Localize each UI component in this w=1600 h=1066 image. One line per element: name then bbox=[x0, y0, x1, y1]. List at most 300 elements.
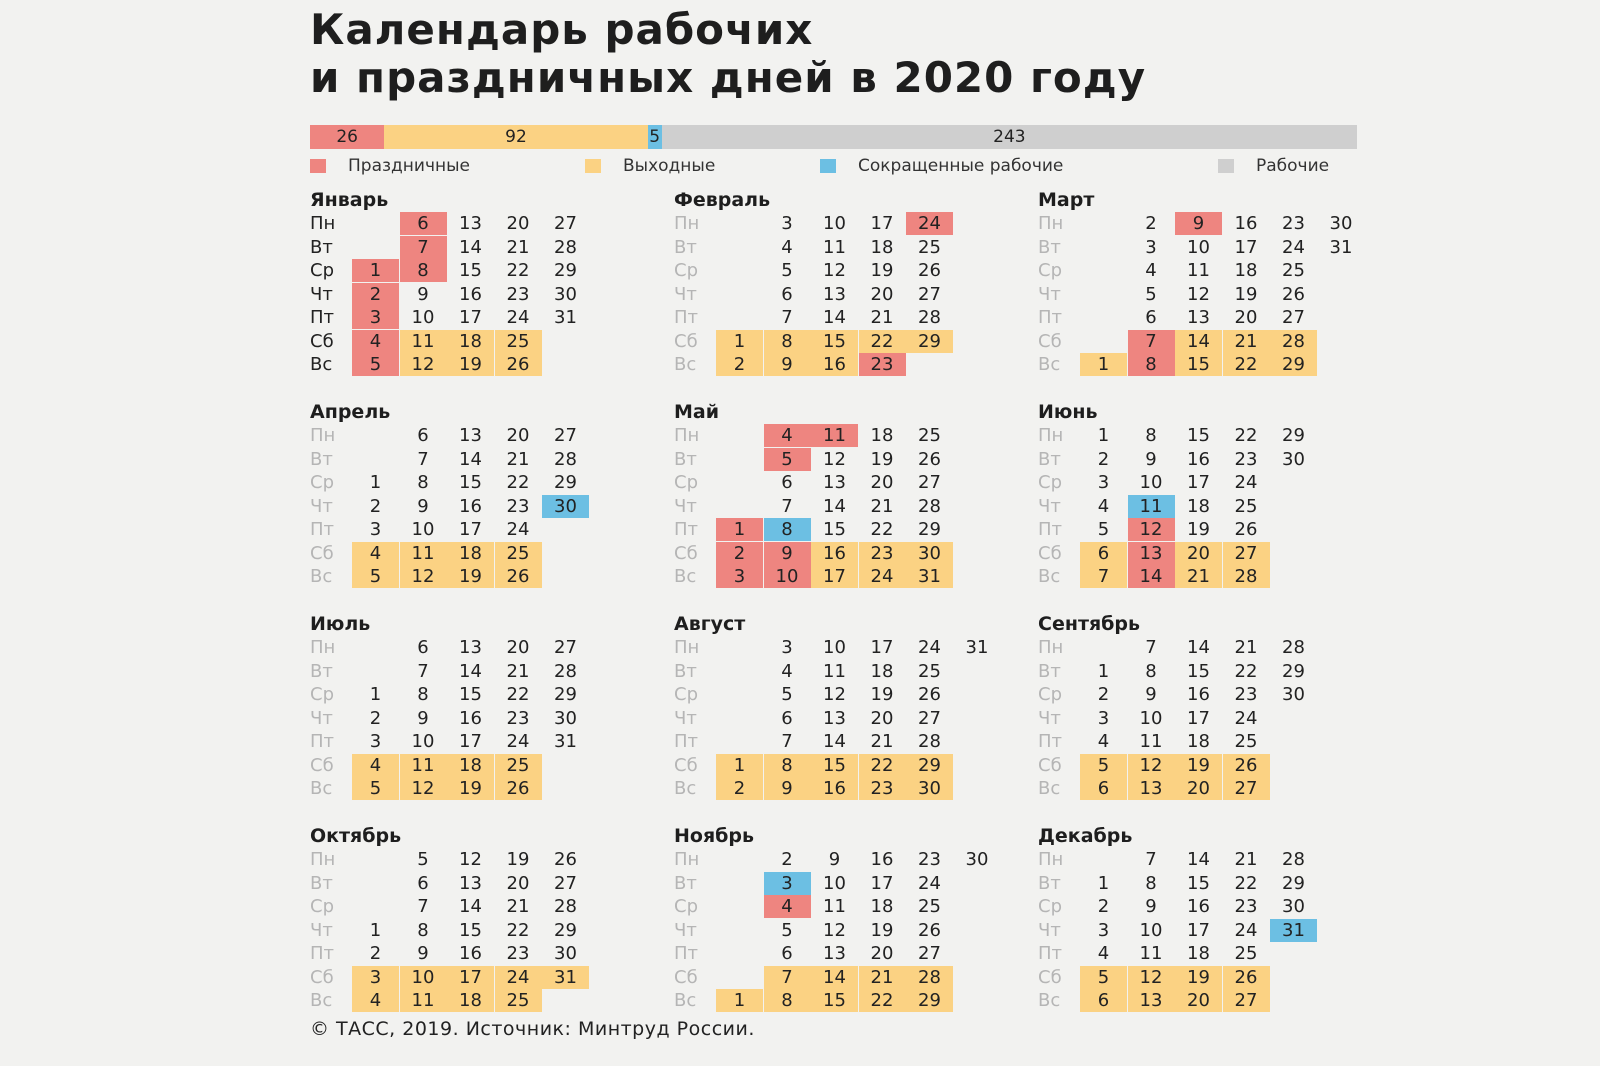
day-cell: 7 bbox=[1080, 565, 1127, 588]
month-1 bbox=[310, 189, 650, 389]
summary-segment-short: 5 bbox=[649, 127, 661, 147]
day-cell: 2 bbox=[369, 707, 382, 729]
day-cell: 11 bbox=[400, 989, 447, 1012]
day-cell: 3 bbox=[1097, 707, 1110, 729]
day-cell: 9 bbox=[1175, 212, 1222, 235]
calendar-infographic bbox=[310, 5, 1360, 1040]
day-cell: 13 bbox=[823, 707, 846, 729]
day-cell: 26 bbox=[1223, 966, 1270, 989]
weekday-label: Сб bbox=[310, 330, 334, 352]
day-cell: 11 bbox=[823, 896, 846, 917]
day-cell: 8 bbox=[1145, 425, 1157, 446]
day-cell: 14 bbox=[823, 307, 846, 328]
weekday-label: Ср bbox=[674, 896, 698, 917]
day-cell: 26 bbox=[918, 919, 941, 941]
weekday-label: Вс bbox=[1038, 778, 1061, 799]
weekday-label: Сб bbox=[310, 966, 334, 988]
day-cell: 12 bbox=[400, 565, 447, 588]
month-10 bbox=[310, 825, 650, 1025]
day-cell: 30 bbox=[1329, 213, 1353, 234]
day-cell: 1 bbox=[369, 684, 382, 705]
weekday-label: Пт bbox=[1038, 307, 1063, 328]
day-cell: 18 bbox=[1187, 495, 1210, 517]
weekday-label: Сб bbox=[1038, 966, 1062, 988]
day-cell: 12 bbox=[459, 849, 482, 870]
day-cell: 19 bbox=[1234, 283, 1258, 305]
day-cell: 1 bbox=[1097, 872, 1110, 894]
weekday-label: Пт bbox=[310, 519, 335, 540]
weekday-label: Пн bbox=[674, 637, 700, 658]
day-cell: 16 bbox=[1187, 448, 1210, 470]
day-cell: 16 bbox=[1187, 684, 1210, 705]
weekday-label: Вс bbox=[310, 566, 333, 587]
day-cell: 20 bbox=[1175, 989, 1222, 1012]
day-cell: 5 bbox=[764, 448, 811, 471]
day-cell: 28 bbox=[1282, 849, 1305, 870]
weekday-label: Пн bbox=[310, 849, 336, 870]
day-cell: 2 bbox=[716, 353, 763, 376]
work-swatch bbox=[1218, 159, 1234, 173]
weekday-label: Вт bbox=[674, 660, 697, 682]
legend-item-short bbox=[820, 156, 1063, 176]
weekday-label: Ср bbox=[1038, 260, 1062, 281]
day-cell: 3 bbox=[352, 966, 399, 989]
day-cell: 4 bbox=[352, 330, 399, 353]
day-cell: 19 bbox=[870, 684, 894, 705]
day-cell: 20 bbox=[1175, 542, 1222, 565]
day-cell: 28 bbox=[554, 660, 577, 682]
day-cell: 8 bbox=[400, 259, 447, 282]
weekday-label: Вт bbox=[1038, 660, 1061, 682]
day-cell: 26 bbox=[1223, 754, 1270, 777]
day-cell: 11 bbox=[1128, 495, 1175, 518]
day-cell: 7 bbox=[781, 307, 793, 328]
day-cell: 16 bbox=[870, 849, 894, 870]
day-cell: 17 bbox=[1187, 707, 1210, 729]
day-cell: 14 bbox=[459, 448, 482, 470]
day-cell: 18 bbox=[447, 989, 494, 1012]
day-cell: 2 bbox=[781, 849, 793, 870]
day-cell: 19 bbox=[506, 849, 530, 870]
weekday-label: Сб bbox=[1038, 754, 1062, 776]
day-cell: 29 bbox=[554, 684, 577, 705]
day-cell: 27 bbox=[1223, 989, 1270, 1012]
day-cell: 1 bbox=[369, 919, 382, 941]
day-cell: 13 bbox=[823, 283, 846, 305]
day-cell: 11 bbox=[823, 660, 846, 682]
day-cell: 28 bbox=[554, 896, 577, 917]
day-cell: 4 bbox=[764, 424, 811, 447]
day-cell: 23 bbox=[1234, 896, 1258, 917]
day-cell: 28 bbox=[554, 236, 577, 258]
day-cell: 19 bbox=[447, 353, 494, 376]
title-line-2: и праздничных дней в 2020 году bbox=[310, 53, 1147, 102]
weekday-label: Пт bbox=[674, 519, 699, 540]
day-cell: 23 bbox=[1234, 448, 1258, 470]
day-cell: 14 bbox=[811, 966, 858, 989]
day-cell: 13 bbox=[1187, 307, 1210, 328]
day-cell: 14 bbox=[823, 731, 846, 752]
day-cell: 16 bbox=[459, 283, 482, 305]
weekday-label: Пт bbox=[674, 731, 699, 752]
weekday-label: Вс bbox=[310, 778, 333, 799]
page-title bbox=[310, 6, 1360, 102]
day-cell: 26 bbox=[495, 777, 542, 800]
day-cell: 15 bbox=[459, 919, 482, 941]
day-cell: 30 bbox=[554, 283, 577, 305]
weekday-label: Вт bbox=[1038, 872, 1061, 894]
day-cell: 22 bbox=[506, 919, 530, 941]
day-cell: 3 bbox=[1097, 472, 1110, 493]
weekday-label: Вт bbox=[674, 872, 697, 894]
day-cell: 20 bbox=[506, 872, 530, 894]
month-name: Октябрь bbox=[310, 825, 402, 847]
day-cell: 17 bbox=[459, 731, 482, 752]
day-cell: 17 bbox=[811, 565, 858, 588]
day-cell: 9 bbox=[828, 849, 841, 870]
day-cell: 9 bbox=[1145, 896, 1157, 917]
day-cell: 29 bbox=[1270, 353, 1317, 376]
day-cell: 3 bbox=[764, 872, 811, 895]
day-cell: 18 bbox=[870, 425, 894, 446]
day-cell: 17 bbox=[447, 966, 494, 989]
day-cell: 31 bbox=[1329, 236, 1353, 258]
day-cell: 28 bbox=[1223, 565, 1270, 588]
day-cell: 15 bbox=[1187, 872, 1210, 894]
day-cell: 21 bbox=[1175, 565, 1222, 588]
day-cell: 3 bbox=[352, 306, 399, 329]
day-cell: 13 bbox=[459, 637, 482, 658]
day-cell: 24 bbox=[495, 966, 542, 989]
day-cell: 17 bbox=[1234, 236, 1258, 258]
day-cell: 18 bbox=[870, 660, 894, 682]
day-cell: 24 bbox=[1234, 707, 1258, 729]
day-cell: 14 bbox=[459, 660, 482, 682]
day-cell: 3 bbox=[716, 565, 763, 588]
day-cell: 19 bbox=[1175, 966, 1222, 989]
day-cell: 1 bbox=[1097, 425, 1110, 446]
day-cell: 14 bbox=[459, 896, 482, 917]
day-cell: 8 bbox=[417, 684, 429, 705]
day-cell: 24 bbox=[859, 565, 906, 588]
weekday-label: Чт bbox=[674, 707, 697, 729]
day-cell: 27 bbox=[554, 425, 577, 446]
day-cell: 5 bbox=[781, 260, 793, 281]
day-cell: 28 bbox=[918, 731, 941, 752]
day-cell: 9 bbox=[764, 542, 811, 565]
day-cell: 11 bbox=[1139, 943, 1163, 964]
weekday-label: Вс bbox=[1038, 566, 1061, 587]
weekday-label: Вс bbox=[674, 354, 697, 375]
weekday-label: Ср bbox=[674, 684, 698, 705]
day-cell: 20 bbox=[870, 283, 894, 305]
day-cell: 14 bbox=[823, 495, 846, 517]
day-cell: 15 bbox=[1187, 425, 1210, 446]
day-cell: 20 bbox=[1234, 307, 1258, 328]
day-cell: 21 bbox=[506, 660, 530, 682]
day-cell: 18 bbox=[447, 754, 494, 777]
day-cell: 2 bbox=[1145, 213, 1157, 234]
day-cell: 24 bbox=[1234, 919, 1258, 941]
day-cell: 26 bbox=[1282, 283, 1305, 305]
weekday-label: Пт bbox=[310, 731, 335, 752]
day-cell: 4 bbox=[352, 989, 399, 1012]
weekday-label: Сб bbox=[310, 754, 334, 776]
day-cell: 21 bbox=[1223, 330, 1270, 353]
weekday-label: Пн bbox=[310, 425, 336, 446]
day-cell: 12 bbox=[823, 919, 846, 941]
weekday-label: Сб bbox=[674, 542, 698, 564]
day-cell: 18 bbox=[1187, 943, 1210, 964]
day-cell: 21 bbox=[870, 731, 894, 752]
day-cell: 11 bbox=[400, 754, 447, 777]
day-cell: 30 bbox=[554, 707, 577, 729]
day-cell: 6 bbox=[400, 212, 447, 235]
weekday-label: Ср bbox=[674, 472, 698, 493]
day-cell: 6 bbox=[417, 872, 429, 894]
day-cell: 10 bbox=[1139, 919, 1163, 941]
weekday-label: Сб bbox=[1038, 542, 1062, 564]
day-cell: 5 bbox=[1080, 966, 1127, 989]
day-cell: 7 bbox=[1128, 330, 1175, 353]
day-cell: 26 bbox=[495, 353, 542, 376]
summary-bar bbox=[310, 125, 1357, 149]
weekday-label: Пн bbox=[310, 213, 336, 234]
weekday-label: Пт bbox=[1038, 943, 1063, 964]
day-cell: 12 bbox=[1128, 518, 1175, 541]
day-cell: 22 bbox=[1223, 353, 1270, 376]
day-cell: 26 bbox=[554, 849, 577, 870]
day-cell: 29 bbox=[1282, 425, 1305, 446]
day-cell: 3 bbox=[781, 213, 793, 234]
day-cell: 23 bbox=[506, 943, 530, 964]
day-cell: 17 bbox=[1187, 472, 1210, 493]
day-cell: 29 bbox=[906, 989, 953, 1012]
summary-segment-work: 243 bbox=[662, 125, 1357, 149]
month-6 bbox=[1038, 401, 1378, 601]
day-cell: 13 bbox=[1128, 542, 1175, 565]
day-cell: 13 bbox=[1128, 777, 1175, 800]
day-cell: 29 bbox=[918, 519, 941, 540]
day-cell: 2 bbox=[1097, 684, 1110, 705]
day-cell: 25 bbox=[495, 989, 542, 1012]
day-cell: 9 bbox=[417, 943, 429, 964]
day-cell: 17 bbox=[459, 307, 482, 328]
day-cell: 3 bbox=[781, 637, 793, 658]
day-cell: 10 bbox=[400, 966, 447, 989]
day-cell: 13 bbox=[459, 213, 482, 234]
day-cell: 5 bbox=[417, 849, 429, 870]
day-cell: 8 bbox=[417, 472, 429, 493]
day-cell: 24 bbox=[918, 637, 941, 658]
day-cell: 12 bbox=[1187, 283, 1210, 305]
day-cell: 8 bbox=[764, 989, 811, 1012]
day-cell: 11 bbox=[400, 330, 447, 353]
day-cell: 12 bbox=[823, 684, 846, 705]
weekday-label: Вс bbox=[674, 566, 697, 587]
day-cell: 8 bbox=[417, 919, 429, 941]
day-cell: 23 bbox=[859, 777, 906, 800]
legend-item-weekend bbox=[585, 156, 715, 176]
day-cell: 27 bbox=[554, 872, 577, 894]
day-cell: 30 bbox=[554, 943, 577, 964]
day-cell: 29 bbox=[1282, 660, 1305, 682]
day-cell: 22 bbox=[859, 754, 906, 777]
day-cell: 3 bbox=[1097, 919, 1110, 941]
day-cell: 7 bbox=[1145, 849, 1157, 870]
day-cell: 26 bbox=[918, 448, 941, 470]
weekday-label: Сб bbox=[674, 966, 698, 988]
month-name: Июнь bbox=[1038, 401, 1098, 423]
day-cell: 16 bbox=[459, 495, 482, 517]
day-cell: 15 bbox=[811, 330, 858, 353]
day-cell: 16 bbox=[1187, 896, 1210, 917]
day-cell: 5 bbox=[1097, 519, 1110, 540]
month-7 bbox=[310, 613, 650, 813]
day-cell: 8 bbox=[1145, 872, 1157, 894]
day-cell: 10 bbox=[823, 637, 846, 658]
month-name: Август bbox=[674, 613, 746, 635]
day-cell: 9 bbox=[417, 495, 429, 517]
day-cell: 23 bbox=[918, 849, 941, 870]
day-cell: 14 bbox=[1187, 849, 1210, 870]
day-cell: 22 bbox=[870, 519, 894, 540]
month-3 bbox=[1038, 189, 1378, 389]
weekday-label: Ср bbox=[1038, 896, 1062, 917]
day-cell: 16 bbox=[1234, 213, 1258, 234]
weekday-label: Ср bbox=[1038, 684, 1062, 705]
day-cell: 22 bbox=[1234, 425, 1258, 446]
month-name: Сентябрь bbox=[1038, 613, 1141, 635]
weekday-label: Вс bbox=[674, 778, 697, 799]
day-cell: 11 bbox=[1187, 260, 1210, 281]
day-cell: 5 bbox=[781, 684, 793, 705]
day-cell: 10 bbox=[1187, 236, 1210, 258]
day-cell: 12 bbox=[1128, 754, 1175, 777]
day-cell: 2 bbox=[1097, 448, 1110, 470]
day-cell: 15 bbox=[823, 519, 846, 540]
month-5 bbox=[674, 401, 1014, 601]
day-cell: 7 bbox=[400, 236, 447, 259]
day-cell: 23 bbox=[506, 283, 530, 305]
legend-label-short: Сокращенные рабочие bbox=[858, 156, 1064, 176]
day-cell: 16 bbox=[459, 707, 482, 729]
day-cell: 10 bbox=[823, 872, 846, 894]
day-cell: 20 bbox=[870, 943, 894, 964]
day-cell: 7 bbox=[781, 731, 793, 752]
day-cell: 16 bbox=[811, 353, 858, 376]
day-cell: 15 bbox=[459, 472, 482, 493]
day-cell: 21 bbox=[870, 307, 894, 328]
day-cell: 21 bbox=[506, 896, 530, 917]
day-cell: 22 bbox=[506, 472, 530, 493]
day-cell: 29 bbox=[554, 472, 577, 493]
day-cell: 25 bbox=[1234, 731, 1258, 752]
day-cell: 25 bbox=[918, 896, 941, 917]
day-cell: 29 bbox=[1282, 872, 1305, 894]
day-cell: 25 bbox=[918, 425, 941, 446]
month-name: Апрель bbox=[310, 401, 391, 423]
month-name: Июль bbox=[310, 613, 371, 635]
legend bbox=[310, 156, 1357, 178]
day-cell: 27 bbox=[1223, 542, 1270, 565]
day-cell: 13 bbox=[459, 425, 482, 446]
day-cell: 18 bbox=[447, 330, 494, 353]
weekday-label: Чт bbox=[674, 283, 697, 305]
day-cell: 5 bbox=[1145, 283, 1157, 305]
day-cell: 25 bbox=[495, 330, 542, 353]
day-cell: 30 bbox=[1282, 896, 1305, 917]
day-cell: 16 bbox=[459, 943, 482, 964]
day-cell: 4 bbox=[352, 542, 399, 565]
legend-label-weekend: Выходные bbox=[623, 156, 716, 176]
day-cell: 28 bbox=[554, 448, 577, 470]
day-cell: 31 bbox=[965, 637, 989, 658]
month-name: Май bbox=[674, 401, 720, 423]
day-cell: 8 bbox=[1128, 353, 1175, 376]
day-cell: 13 bbox=[1128, 989, 1175, 1012]
day-cell: 21 bbox=[506, 236, 530, 258]
weekday-label: Вт bbox=[310, 872, 333, 894]
day-cell: 1 bbox=[1080, 353, 1127, 376]
weekday-label: Вс bbox=[310, 354, 333, 375]
weekday-label: Чт bbox=[310, 707, 333, 729]
day-cell: 24 bbox=[1234, 472, 1258, 493]
weekday-label: Сб bbox=[1038, 330, 1062, 352]
day-cell: 22 bbox=[1234, 660, 1258, 682]
weekday-label: Чт bbox=[1038, 283, 1061, 305]
day-cell: 4 bbox=[1097, 731, 1110, 752]
day-cell: 22 bbox=[859, 330, 906, 353]
day-cell: 3 bbox=[1145, 236, 1157, 258]
day-cell: 3 bbox=[369, 731, 382, 752]
day-cell: 6 bbox=[781, 943, 793, 964]
weekday-label: Пн bbox=[1038, 425, 1064, 446]
day-cell: 22 bbox=[859, 989, 906, 1012]
day-cell: 19 bbox=[870, 919, 894, 941]
weekday-label: Пт bbox=[674, 943, 699, 964]
day-cell: 6 bbox=[1145, 307, 1157, 328]
day-cell: 11 bbox=[1139, 731, 1163, 752]
month-12 bbox=[1038, 825, 1378, 1025]
day-cell: 1 bbox=[369, 472, 382, 493]
weekday-label: Вс bbox=[674, 990, 697, 1011]
day-cell: 23 bbox=[1234, 684, 1258, 705]
weekday-label: Вс bbox=[1038, 990, 1061, 1011]
month-9 bbox=[1038, 613, 1378, 813]
day-cell: 9 bbox=[417, 283, 429, 305]
day-cell: 9 bbox=[417, 707, 429, 729]
day-cell: 24 bbox=[906, 212, 953, 235]
day-cell: 30 bbox=[906, 542, 953, 565]
day-cell: 12 bbox=[400, 777, 447, 800]
day-cell: 9 bbox=[764, 353, 811, 376]
day-cell: 26 bbox=[495, 565, 542, 588]
weekday-label: Чт bbox=[674, 919, 697, 941]
day-cell: 21 bbox=[859, 966, 906, 989]
legend-label-work: Рабочие bbox=[1256, 156, 1330, 176]
day-cell: 14 bbox=[1187, 637, 1210, 658]
summary-segment-weekend: 92 bbox=[384, 125, 647, 149]
day-cell: 25 bbox=[495, 754, 542, 777]
day-cell: 17 bbox=[870, 637, 894, 658]
weekday-label: Ср bbox=[310, 472, 334, 493]
month-8 bbox=[674, 613, 1014, 813]
day-cell: 14 bbox=[1128, 565, 1175, 588]
day-cell: 30 bbox=[965, 849, 989, 870]
day-cell: 22 bbox=[506, 260, 530, 281]
day-cell: 14 bbox=[1175, 330, 1222, 353]
